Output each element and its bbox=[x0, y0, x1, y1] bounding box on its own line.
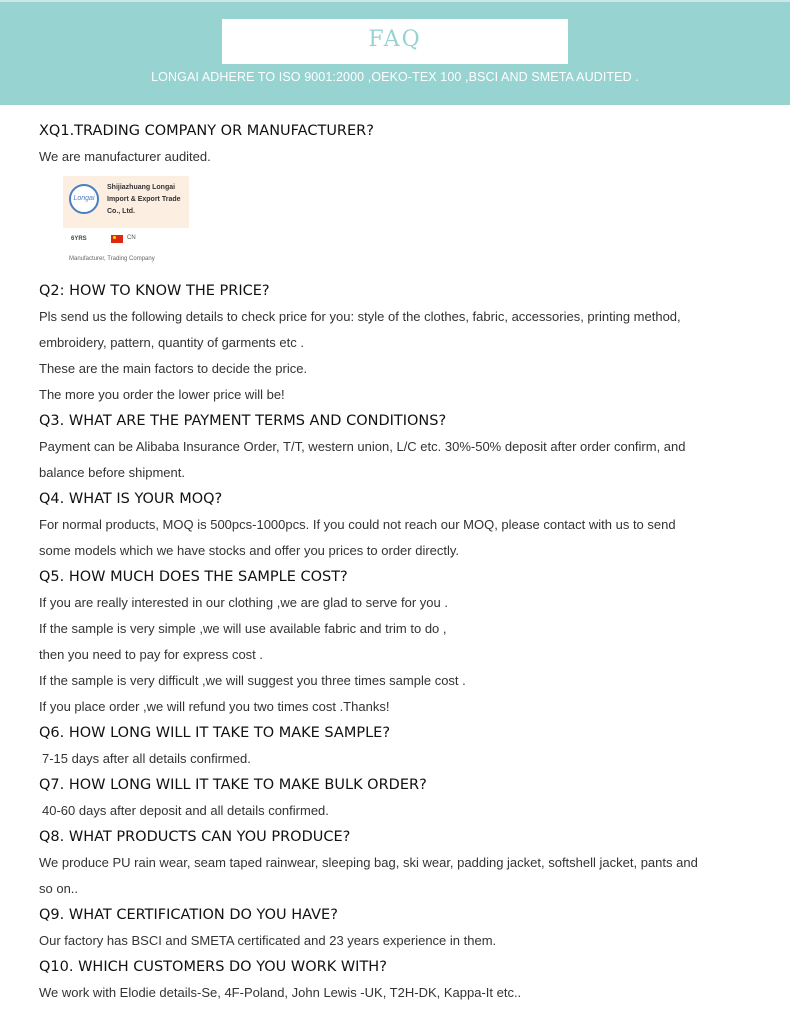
faq-question: Q9. WHAT CERTIFICATION DO YOU HAVE? bbox=[39, 907, 338, 923]
faq-question: XQ1.TRADING COMPANY OR MANUFACTURER? bbox=[39, 123, 374, 139]
company-type: Manufacturer, Trading Company bbox=[69, 256, 155, 262]
faq-answer: If the sample is very difficult ,we will suggest you three times sample cost . bbox=[39, 673, 466, 688]
faq-answer: Our factory has BSCI and SMETA certificated and 23 years experience in them. bbox=[39, 933, 497, 948]
company-years-badge: 6YRS bbox=[71, 236, 87, 242]
company-card-header bbox=[63, 176, 189, 228]
faq-answer: The more you order the lower price will be! bbox=[39, 387, 285, 402]
faq-content bbox=[39, 118, 759, 1006]
company-card bbox=[63, 176, 193, 268]
faq-question: Q6. HOW LONG WILL IT TAKE TO MAKE SAMPLE? bbox=[39, 725, 391, 741]
faq-question: Q4. WHAT IS YOUR MOQ? bbox=[39, 491, 223, 507]
header-subtitle: LONGAI ADHERE TO ISO 9001:2000 ,OEKO-TEX 100 ,BSCI AND SMETA AUDITED . bbox=[151, 70, 639, 84]
faq-answer: These are the main factors to decide the price. bbox=[39, 361, 308, 376]
faq-answer: We are manufacturer audited. bbox=[39, 149, 211, 164]
faq-answer: Payment can be Alibaba Insurance Order, T/T, western union, L/C etc. 30%-50% deposit after order confirm, and bbox=[39, 439, 686, 454]
faq-answer: some models which we have stocks and offer you prices to order directly. bbox=[39, 543, 460, 558]
faq-question: Q5. HOW MUCH DOES THE SAMPLE COST? bbox=[39, 569, 348, 585]
faq-answer: embroidery, pattern, quantity of garments etc . bbox=[39, 335, 304, 350]
faq-title-box bbox=[222, 19, 568, 64]
faq-question: Q2: HOW TO KNOW THE PRICE? bbox=[39, 283, 270, 299]
faq-answer: We work with Elodie details-Se, 4F-Poland, John Lewis -UK, T2H-DK, Kappa-It etc.. bbox=[39, 985, 522, 1000]
faq-answer: 40-60 days after deposit and all details confirmed. bbox=[42, 803, 329, 818]
faq-question: Q3. WHAT ARE THE PAYMENT TERMS AND CONDITIONS? bbox=[39, 413, 447, 429]
company-logo: Longai bbox=[69, 184, 99, 214]
faq-answer: then you need to pay for express cost . bbox=[39, 647, 264, 662]
faq-answer: 7-15 days after all details confirmed. bbox=[42, 751, 251, 766]
faq-question: Q8. WHAT PRODUCTS CAN YOU PRODUCE? bbox=[39, 829, 351, 845]
faq-answer: We produce PU rain wear, seam taped rainwear, sleeping bag, ski wear, padding jacket, softshell jacket, pants and bbox=[39, 855, 698, 870]
faq-answer: balance before shipment. bbox=[39, 465, 185, 480]
company-name: Shijiazhuang Longai Import & Export Trade Co., Ltd. bbox=[107, 184, 181, 215]
china-flag-icon bbox=[111, 235, 123, 243]
header-banner bbox=[0, 0, 790, 105]
faq-answer: If you place order ,we will refund you two times cost .Thanks! bbox=[39, 699, 390, 714]
faq-answer: For normal products, MOQ is 500pcs-1000pcs. If you could not reach our MOQ, please contact with us to send bbox=[39, 517, 676, 532]
faq-answer: Pls send us the following details to check price for you: style of the clothes, fabric, accessories, printing method, bbox=[39, 309, 681, 324]
page-title: FAQ bbox=[368, 27, 422, 52]
company-country: CN bbox=[127, 235, 136, 241]
faq-answer: If you are really interested in our clothing ,we are glad to serve for you . bbox=[39, 595, 448, 610]
faq-answer: so on.. bbox=[39, 881, 79, 896]
faq-question: Q10. WHICH CUSTOMERS DO YOU WORK WITH? bbox=[39, 959, 387, 975]
faq-question: Q7. HOW LONG WILL IT TAKE TO MAKE BULK ORDER? bbox=[39, 777, 427, 793]
faq-answer: If the sample is very simple ,we will use available fabric and trim to do , bbox=[39, 621, 447, 636]
